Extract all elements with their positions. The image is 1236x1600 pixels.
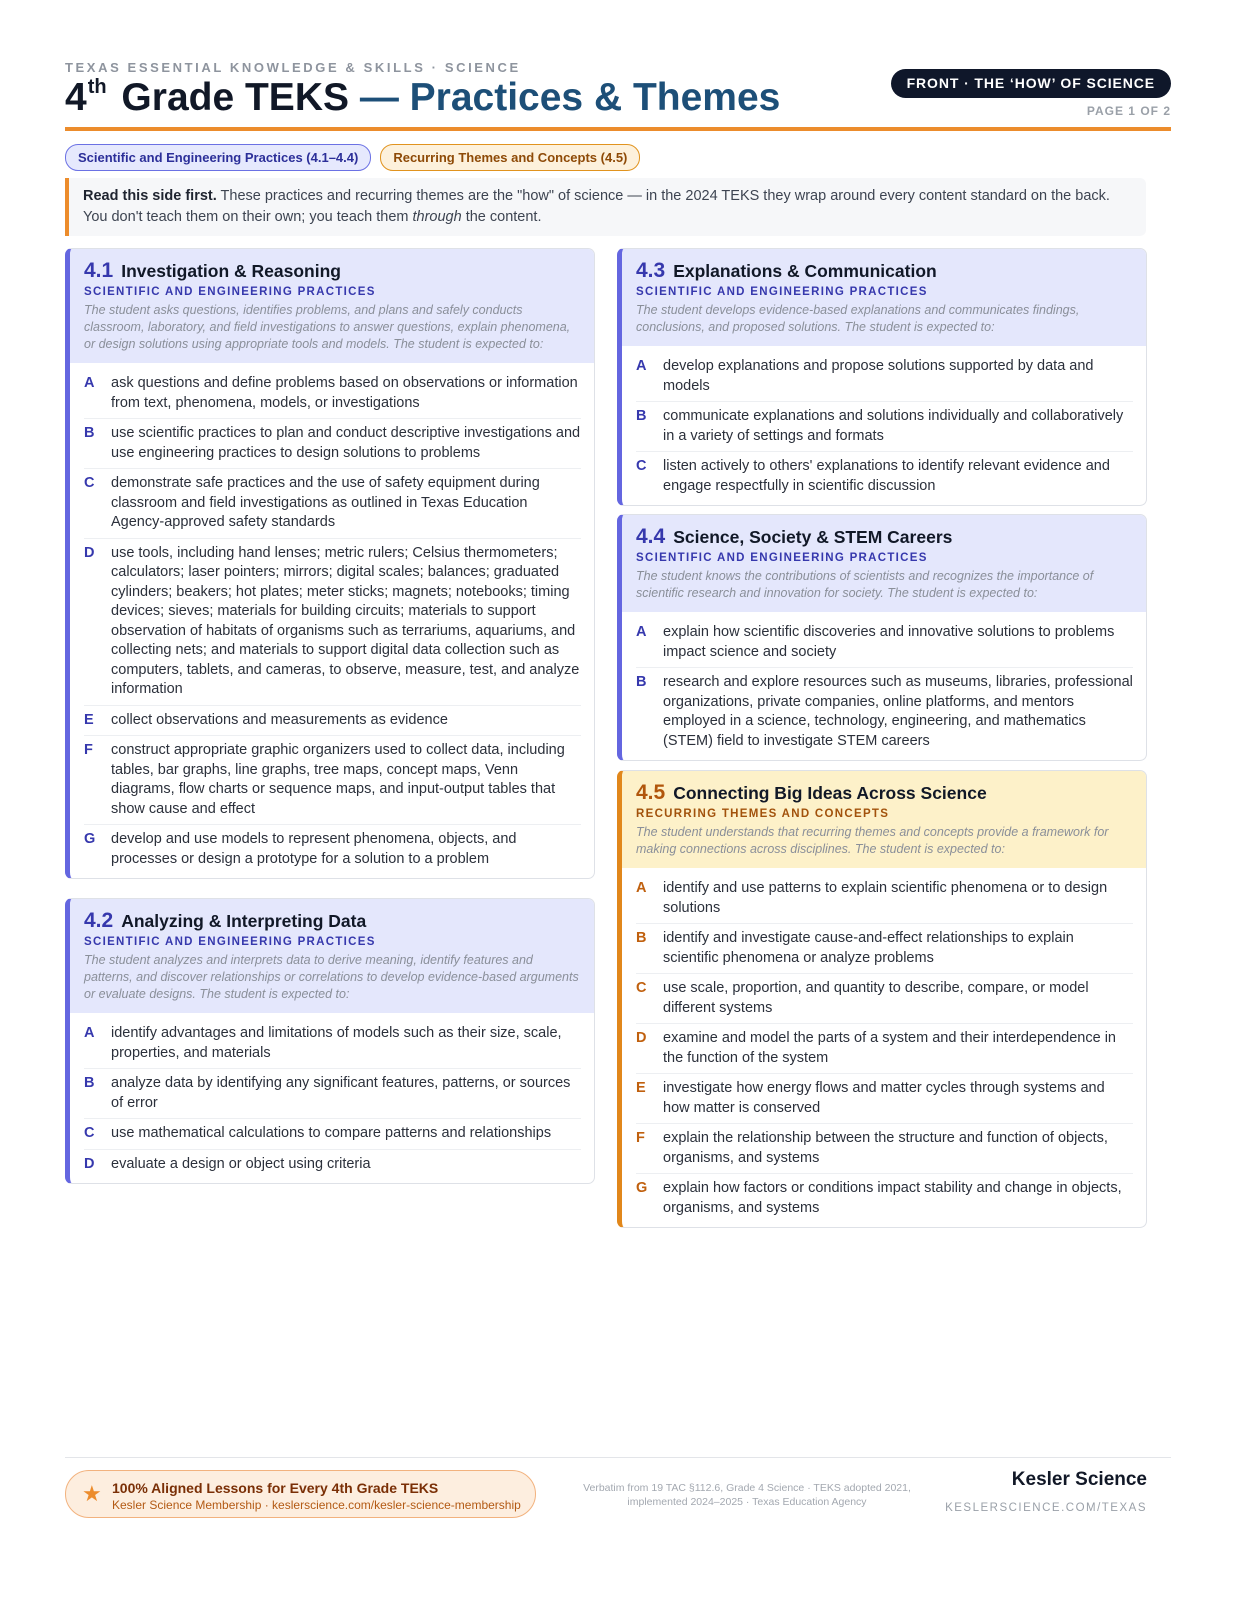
item-text: develop and use models to represent phenomena, objects, and processes or design a prototype for a solution to a problem: [111, 831, 517, 867]
expectation-item: [636, 618, 1133, 668]
card-header: [622, 515, 1146, 612]
item-letter: A: [84, 1025, 95, 1041]
note-text-2: the content.: [461, 209, 542, 225]
item-letter: B: [636, 930, 647, 946]
expectation-item: [636, 1174, 1133, 1223]
expectation-item: [84, 736, 581, 825]
standard-number: 4.2: [84, 909, 114, 932]
standard-stem: The student knows the contributions of scientists and recognizes the importance of scientific research and innovation for society. The student is expected to:: [636, 569, 1094, 600]
standard-stem: The student develops evidence-based explanations and communicates findings, conclusions, and proposed solutions. The student is expected to:: [636, 303, 1080, 334]
standard-stem: The student analyzes and interprets data to derive meaning, identify features and patterns, and discover relationships or correlations to develop evidence-based arguments or evaluate designs. The student is expected to:: [84, 953, 579, 1001]
title-accent: — Practices & Themes: [359, 76, 781, 119]
intro-note: [65, 178, 1146, 236]
item-letter: D: [84, 544, 95, 561]
expectation-item: [84, 1019, 581, 1069]
expectation-item: [636, 1124, 1133, 1174]
item-text: construct appropriate graphic organizers used to collect data, including tables, bar graphs, line graphs, tree maps, concept maps, Venn diagrams, flow charts or sequence maps, and input-output tables that show cause and effect: [111, 742, 565, 817]
expectation-item: [636, 874, 1133, 924]
promo-subtitle: Kesler Science Membership · keslerscience.com/kesler-science-membership: [112, 1498, 521, 1512]
standard-card-4-5: [617, 770, 1147, 1228]
promo-title: 100% Aligned Lessons for Every 4th Grade TEKS: [112, 1480, 439, 1496]
item-text: use scientific practices to plan and conduct descriptive investigations and use engineering practices to design solutions to problems: [111, 425, 581, 461]
item-text: identify and use patterns to explain scientific phenomena or to design solutions: [663, 880, 1108, 916]
standard-number: 4.5: [636, 781, 666, 804]
item-text: identify and investigate cause-and-effect relationships to explain scientific phenomena or analyze problems: [663, 930, 1074, 966]
item-text: explain how factors or conditions impact stability and change in objects, organisms, and systems: [663, 1180, 1122, 1216]
standard-category: SCIENTIFIC AND ENGINEERING PRACTICES: [636, 552, 928, 564]
item-letter: B: [84, 1075, 95, 1091]
expectation-item: [84, 1119, 581, 1150]
expectation-item: [84, 825, 581, 874]
expectation-item: [84, 539, 581, 706]
expectation-item: [84, 369, 581, 419]
item-letter: B: [84, 425, 95, 441]
title-grade-suffix: th: [87, 76, 107, 98]
star-icon: ★: [82, 1481, 102, 1506]
standard-number: 4.1: [84, 259, 114, 282]
expectation-item: [84, 469, 581, 539]
standard-card-4-4: [617, 514, 1147, 761]
legend-chips: [65, 144, 640, 171]
item-letter: E: [84, 711, 94, 728]
standard-card-4-2: [65, 898, 595, 1184]
standard-category: SCIENTIFIC AND ENGINEERING PRACTICES: [84, 936, 376, 948]
expectation-item: [636, 974, 1133, 1024]
note-lead: Read this side first.: [83, 188, 217, 204]
standard-stem: The student understands that recurring themes and concepts provide a framework for making connections across disciplines. The student is expected to:: [636, 825, 1109, 856]
expectation-item: [84, 1150, 581, 1180]
standard-category: RECURRING THEMES AND CONCEPTS: [636, 808, 890, 820]
expectation-item: [636, 452, 1133, 501]
item-text: develop explanations and propose solutions supported by data and models: [663, 358, 1094, 394]
expectation-list: [622, 868, 1146, 1227]
item-text: analyze data by identifying any significant features, patterns, or sources of error: [111, 1075, 571, 1111]
membership-promo-link[interactable]: [65, 1470, 536, 1518]
title-grade-number: 4: [65, 76, 87, 119]
expectation-item: [84, 419, 581, 469]
expectation-list: [70, 363, 594, 878]
header-rule: [65, 127, 1171, 131]
expectation-item: [636, 668, 1133, 756]
standard-title: Investigation & Reasoning: [121, 261, 341, 281]
item-text: investigate how energy flows and matter cycles through systems and how matter is conserved: [663, 1080, 1105, 1116]
item-text: ask questions and define problems based on observations or information from text, phenomena, models, or investigations: [111, 375, 578, 411]
expectation-item: [636, 1024, 1133, 1074]
expectation-item: [84, 706, 581, 737]
item-text: examine and model the parts of a system and their interdependence in the function of the system: [663, 1030, 1116, 1066]
footer-rule: [65, 1457, 1171, 1458]
page-title: [65, 76, 780, 120]
kicker: TEXAS ESSENTIAL KNOWLEDGE & SKILLS · SCIENCE: [65, 60, 521, 75]
side-badge: FRONT · THE ‘HOW’ OF SCIENCE: [891, 69, 1171, 98]
item-text: evaluate a design or object using criteria: [111, 1155, 371, 1172]
item-letter: A: [636, 880, 647, 896]
item-letter: C: [636, 980, 647, 996]
item-letter: A: [636, 358, 647, 374]
standard-stem: The student asks questions, identifies problems, and plans and safely conducts classroom, laboratory, and field investigations to answer questions, explain phenomena, or design solutions using appropriate tools and models. The student is expected to:: [84, 303, 571, 351]
item-letter: B: [636, 674, 647, 690]
site-link[interactable]: KESLERSCIENCE.COM/TEXAS: [945, 1502, 1147, 1514]
standard-title: Connecting Big Ideas Across Science: [673, 783, 987, 803]
standard-number: 4.3: [636, 259, 666, 282]
item-text: explain the relationship between the structure and function of objects, organisms, and systems: [663, 1130, 1108, 1166]
item-letter: C: [636, 458, 647, 474]
card-header: [70, 249, 594, 363]
item-text: identify advantages and limitations of models such as their size, scale, properties, and materials: [111, 1025, 562, 1061]
item-letter: C: [84, 475, 95, 491]
expectation-item: [84, 1069, 581, 1119]
item-letter: D: [636, 1030, 647, 1046]
item-letter: F: [84, 742, 93, 758]
item-text: demonstrate safe practices and the use of safety equipment during classroom and field investigations as outlined in Texas Education Agency-approved safety standards: [111, 475, 540, 530]
card-header: [622, 771, 1146, 868]
item-text: use tools, including hand lenses; metric rulers; Celsius thermometers; calculators; laser pointers; mirrors; digital scales; balances; graduated cylinders; beakers; hot plates; meter sticks; magnets; notebooks; timing devices; sieves; materials for building circuits; materials to support observation of habitats of organisms such as terrariums, aquariums, and collecting nets; and materials to support digital data collection such as computers, tablets, and cameras, to observe, measure, test, and analyze information: [111, 544, 580, 697]
expectation-item: [636, 1074, 1133, 1124]
standard-category: SCIENTIFIC AND ENGINEERING PRACTICES: [636, 286, 928, 298]
note-text-1: These practices and recurring themes are the "how" of science — in the 2024 TEKS they wrap around every content standard on the back. You don't teach them on their own; you teach them: [83, 188, 1110, 225]
item-text: collect observations and measurements as evidence: [111, 711, 448, 728]
item-letter: G: [636, 1180, 648, 1196]
item-letter: E: [636, 1080, 646, 1096]
brand-name: Kesler Science: [1011, 1469, 1147, 1490]
note-emphasis: through: [412, 209, 462, 225]
standard-number: 4.4: [636, 525, 666, 548]
item-text: use mathematical calculations to compare patterns and relationships: [111, 1125, 552, 1141]
standard-title: Explanations & Communication: [673, 261, 937, 281]
item-letter: B: [636, 408, 647, 424]
item-text: listen actively to others' explanations to identify relevant evidence and engage respectfully in scientific discussion: [663, 458, 1110, 494]
page-header: [65, 60, 1171, 132]
item-letter: D: [84, 1155, 95, 1172]
card-header: [622, 249, 1146, 346]
item-text: explain how scientific discoveries and innovative solutions to problems impact science and society: [663, 624, 1115, 660]
title-main: Grade TEKS: [110, 76, 360, 119]
expectation-item: [636, 924, 1133, 974]
expectation-list: [622, 346, 1146, 505]
standard-card-4-1: [65, 248, 595, 879]
standard-category: SCIENTIFIC AND ENGINEERING PRACTICES: [84, 286, 376, 298]
card-header: [70, 899, 594, 1013]
item-letter: F: [636, 1130, 645, 1146]
standard-title: Analyzing & Interpreting Data: [121, 911, 367, 931]
expectation-list: [70, 1013, 594, 1183]
item-letter: C: [84, 1125, 95, 1141]
item-letter: A: [636, 624, 647, 640]
source-citation: Verbatim from 19 TAC §112.6, Grade 4 Science · TEKS adopted 2021, implemented 2024–2025 · Texas Education Agency: [583, 1482, 911, 1508]
item-letter: G: [84, 831, 96, 847]
item-text: use scale, proportion, and quantity to describe, compare, or model different systems: [663, 980, 1089, 1016]
practices-chip: Scientific and Engineering Practices (4.1–4.4): [65, 144, 371, 171]
item-text: research and explore resources such as museums, libraries, professional organizations, private companies, online platforms, and mentors employed in a science, technology, engineering, and mathematics (STEM) field to investigate STEM careers: [663, 674, 1133, 749]
standard-card-4-3: [617, 248, 1147, 506]
item-text: communicate explanations and solutions individually and collaboratively in a variety of settings and formats: [663, 408, 1124, 444]
themes-chip: Recurring Themes and Concepts (4.5): [380, 144, 640, 171]
expectation-list: [622, 612, 1146, 760]
expectation-item: [636, 402, 1133, 452]
item-letter: A: [84, 375, 95, 391]
page-number: PAGE 1 OF 2: [1086, 104, 1171, 118]
expectation-item: [636, 352, 1133, 402]
standard-title: Science, Society & STEM Careers: [673, 527, 953, 547]
